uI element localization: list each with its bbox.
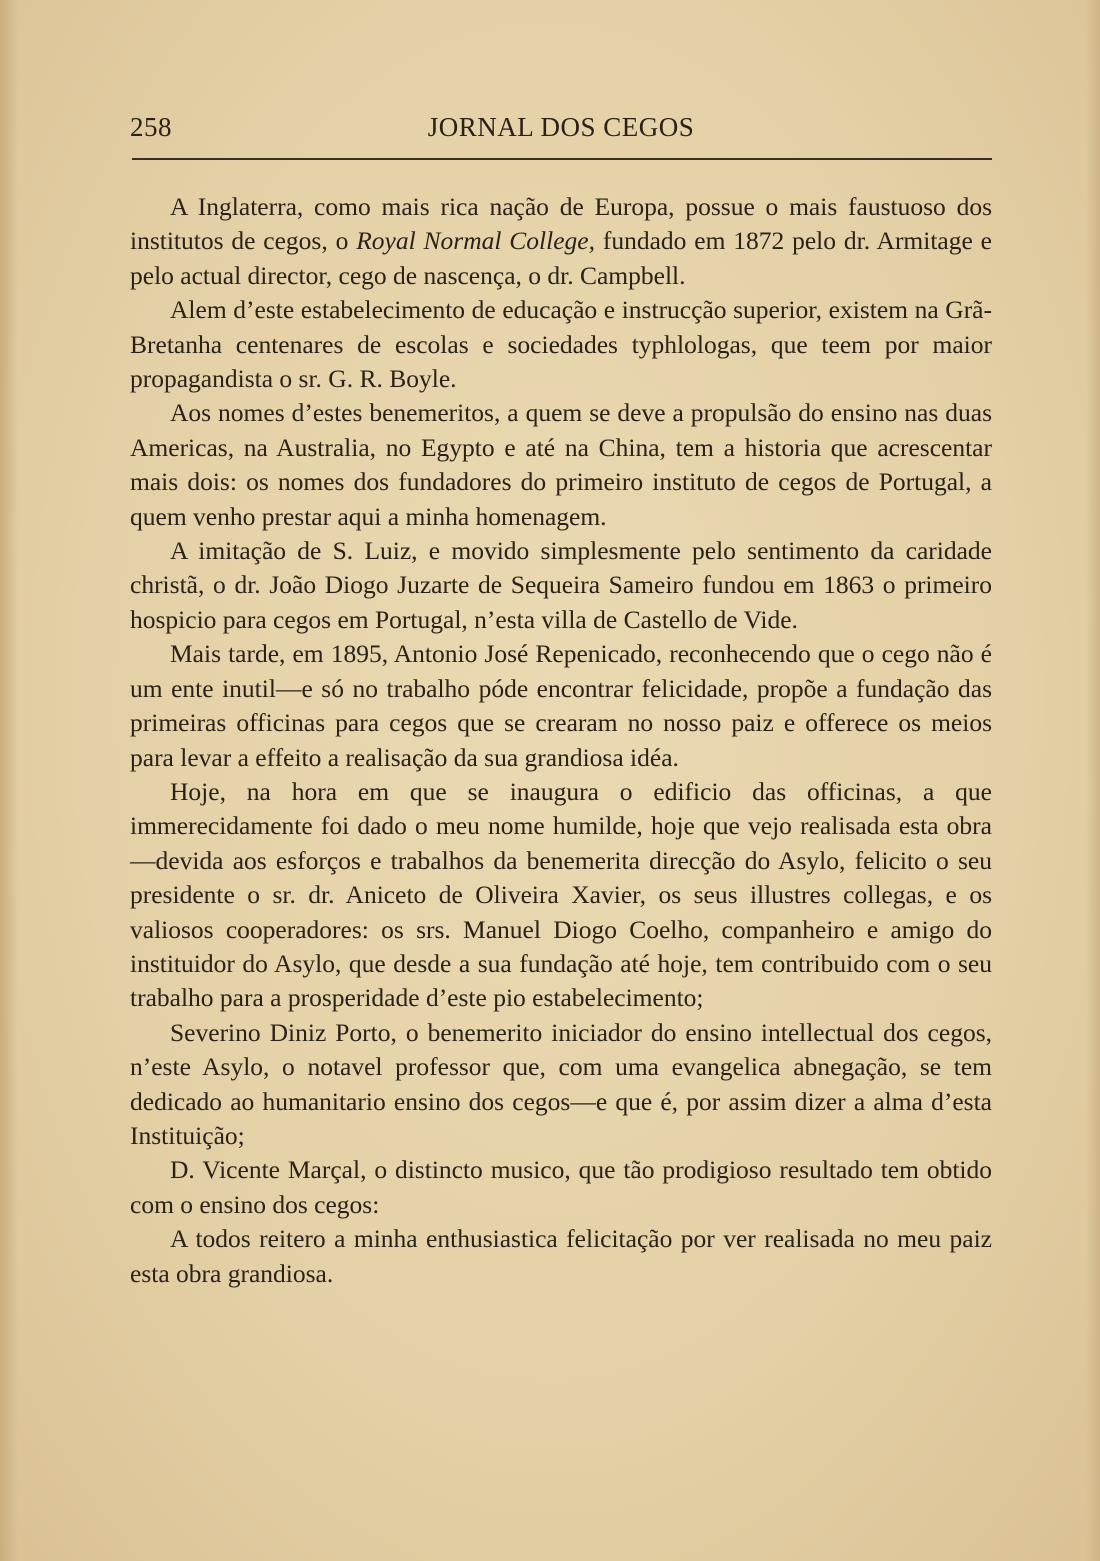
paragraph-2: Alem d’este estabelecimento de educação e instrucção superior, existem na Grã-Bretanha centenares de escolas e sociedades typhlologas, que teem por maior propagandista o sr. G. R. Boyle. — [130, 295, 992, 394]
paragraph-3: Aos nomes d’estes benemeritos, a quem se deve a propulsão do ensino nas duas Americas, na Australia, no Egypto e até na China, tem a historia que acrescentar mais dois: os nomes dos fundadores do primeiro instituto de cegos de Portugal, a quem venho prestar aqui a minha homenagem. — [130, 398, 992, 531]
header-rule — [132, 158, 992, 160]
page-number: 258 — [130, 112, 172, 142]
paragraph-1-italic: Royal Normal College, — [356, 226, 595, 256]
paragraph-1-after: fundado em 1872 pelo dr. Armitage e pelo actual director, cego de nascença, o dr. Campbell. — [130, 226, 992, 290]
paragraph-9: A todos reitero a minha enthusiastica felicitação por ver realisada no meu paiz esta obra grandiosa. — [130, 1224, 992, 1288]
page-edge-right — [1086, 0, 1100, 1561]
page-edge-left — [0, 0, 18, 1561]
paragraph-8: D. Vicente Marçal, o distincto musico, que tão prodigioso resultado tem obtido com o ensino dos cegos: — [130, 1155, 992, 1219]
paragraph-6: Hoje, na hora em que se inaugura o edificio das officinas, a que immerecidamente foi dado o meu nome humilde, hoje que vejo realisada esta obra—devida aos esforços e trabalhos da benemerita direcção do Asylo, felicito o seu presidente o sr. dr. Aniceto de Oliveira Xavier, os seus illustres collegas, e os valiosos cooperadores: os srs. Manuel Diogo Coelho, companheiro e amigo do instituidor do Asylo, que desde a sua fundação até hoje, tem contribuido com o seu trabalho para a prosperidade d’este pio estabelecimento; — [130, 776, 992, 1013]
paragraph-1 — [130, 190, 992, 293]
paragraph-7: Severino Diniz Porto, o benemerito iniciador do ensino intellectual dos cegos, n’este Asylo, o notavel professor que, com uma evangelica abnegação, se tem dedicado ao humanitario ensino dos cegos—e que é, por assim dizer a alma d’esta Instituição; — [130, 1017, 992, 1150]
running-title: JORNAL DOS CEGOS — [427, 112, 695, 142]
body-text — [130, 190, 992, 1291]
paragraph-4: A imitação de S. Luiz, e movido simplesmente pelo sentimento da caridade christã, o dr. João Diogo Juzarte de Sequeira Sameiro fundou em 1863 o primeiro hospicio para cegos em Portugal, n’esta villa de Castello de Vide. — [130, 536, 992, 634]
page-header — [130, 112, 992, 152]
paragraph-1-before: A Inglaterra, como mais rica nação de Europa, possue o mais faustuoso dos institutos de cegos, o — [130, 192, 992, 256]
paragraph-5: Mais tarde, em 1895, Antonio José Repenicado, reconhecendo que o cego não é um ente inutil—e só no trabalho póde encontrar felicidade, propõe a fundação das primeiras officinas para cegos que se crearam no nosso paiz e offerece os meios para levar a effeito a realisação da sua grandiosa idéa. — [130, 639, 992, 772]
